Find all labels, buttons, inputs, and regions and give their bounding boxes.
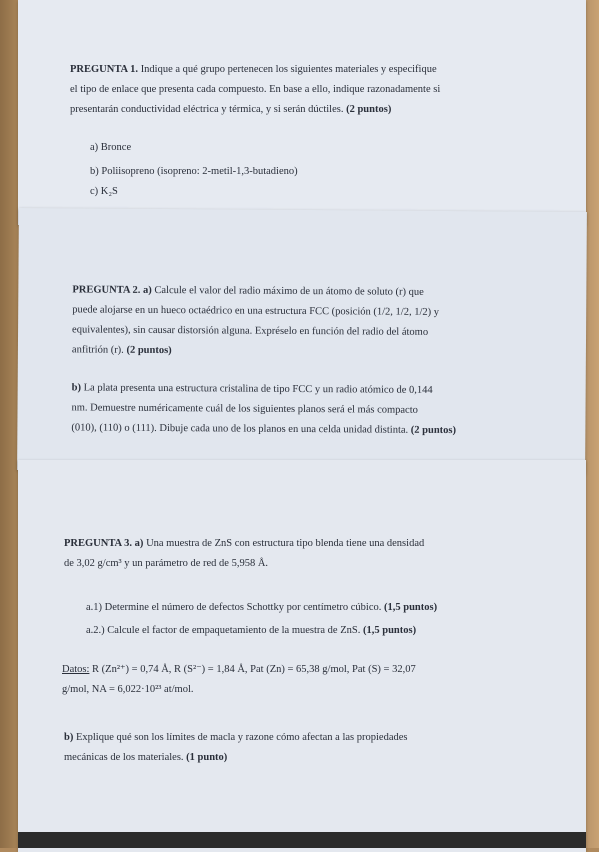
q1-statement (70, 60, 540, 120)
q2-b-line2: nm. Demuestre numéricamente cuál de los siguientes planos será el más compacto (71, 402, 418, 416)
bottom-shadow (18, 832, 586, 848)
q3-item-a1-text: a.1) Determine el número de defectos Schottky por centímetro cúbico. (86, 602, 382, 613)
q3-item-a2-text: a.2.) Calcule el factor de empaquetamiento de la muestra de ZnS. (86, 625, 361, 636)
q1-points: (2 puntos) (346, 104, 392, 115)
q3-a-line1: Una muestra de ZnS con estructura tipo blenda tiene una densidad (146, 538, 425, 549)
table-edge-right (585, 0, 599, 848)
q3-datos-line1: R (Zn²⁺) = 0,74 Å, R (S²⁻) = 1,84 Å, Pat (Zn) = 65,38 g/mol, Pat (S) = 32,07 (92, 664, 416, 675)
paper-question-1 (18, 0, 586, 225)
q2-a-points: (2 puntos) (126, 344, 172, 357)
q1-text-line3: presentarán conductividad eléctrica y térmica, y si serán dúctiles. (70, 104, 344, 115)
q3-a-line2: de 3,02 g/cm³ y un parámetro de red de 5,958 Å. (64, 558, 269, 569)
q3-part-b (64, 728, 544, 768)
q2-a-line2: puede alojarse en un hueco octaédrico en una estructura FCC (posición (1/2, 1/2, 1/2) y (72, 304, 440, 318)
q3-item-a2-points: (1,5 puntos) (362, 625, 417, 636)
q1-text-line1: Indique a qué grupo pertenecen los siguientes materiales y especifique (140, 64, 437, 75)
q2-label: PREGUNTA 2. a) (72, 284, 152, 296)
q3-label: PREGUNTA 3. a) (64, 538, 144, 549)
q2-a-line3: equivalentes), sin causar distorsión alguna. Expréselo en función del radio del átomo (72, 324, 429, 338)
q3-b-label: b) (64, 732, 74, 743)
q2-b-line1: La plata presenta una estructura cristalina de tipo FCC y un radio atómico de 0,144 (83, 382, 433, 396)
q3-item-a1-points: (1,5 puntos) (383, 602, 438, 613)
table-edge-left (0, 0, 18, 848)
q1-label: PREGUNTA 1. (70, 64, 139, 75)
q3-part-a (64, 534, 544, 574)
q2-part-a (72, 280, 543, 363)
paper-question-3 (18, 460, 586, 852)
paper-question-2 (17, 208, 587, 474)
q2-b-line3: (010), (110) o (111). Dibuje cada uno de los planos en una celda unidad distinta. (71, 422, 409, 436)
q3-item-a2 (86, 625, 416, 636)
q3-datos-label: Datos: (62, 664, 90, 675)
q2-a-line4: anfitrión (r). (71, 344, 124, 356)
q2-part-b (71, 378, 541, 441)
q2-b-points: (2 puntos) (410, 424, 457, 437)
q3-b-line1: Explique qué son los límites de macla y razone cómo afectan a las propiedades (75, 732, 408, 743)
q1-item-b: b) Poliisopreno (isopreno: 2-metil-1,3-butadieno) (90, 166, 298, 177)
q3-datos (62, 660, 542, 700)
q3-datos-line2: g/mol, NA = 6,022·10²³ at/mol. (62, 684, 194, 695)
q1-text-line2: el tipo de enlace que presenta cada compuesto. En base a ello, indique razonadamente si (70, 84, 441, 95)
q2-b-label: b) (71, 382, 82, 394)
q1-item-a: a) Bronce (90, 142, 132, 153)
q2-a-line1: Calcule el valor del radio máximo de un átomo de soluto (r) que (154, 284, 424, 298)
q3-b-line2: mecánicas de los materiales. (64, 752, 184, 763)
q3-item-a1 (86, 602, 437, 613)
q3-b-points: (1 punto) (186, 752, 228, 763)
q1-item-c: c) K₂S (90, 186, 118, 197)
